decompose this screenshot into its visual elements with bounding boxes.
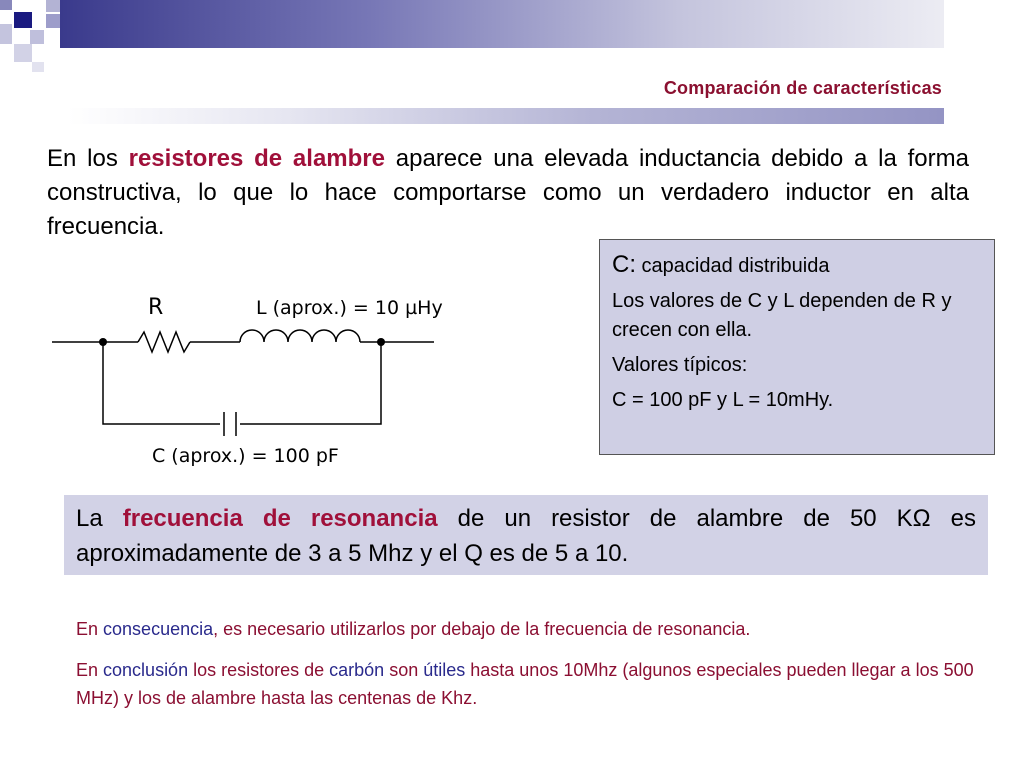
resonance-text: de un resistor de alambre de 50 KΩ es aproximadamente de 3 a 5 Mhz y el Q es de 5 a 10. xyxy=(76,505,976,567)
junction-node xyxy=(377,338,385,346)
info-text: : xyxy=(741,354,748,376)
capacitor-label: C (aprox.) = 100 pF xyxy=(152,445,339,467)
decor-square xyxy=(46,0,60,12)
decor-square xyxy=(0,0,12,10)
info-text: capacidad distribuida xyxy=(636,255,830,277)
info-line xyxy=(612,351,984,380)
intro-text: En los xyxy=(47,145,129,172)
title-underline-bar xyxy=(68,108,944,124)
consequence-text: , es necesario utilizarlos por debajo de la frecuencia de resonancia. xyxy=(213,619,751,639)
conclusion-text: hasta unos 10Mhz (algunos especiales pueden llegar a los 500 MHz) y los de alambre hasta las centenas de Khz. xyxy=(76,660,974,708)
consequence-paragraph xyxy=(76,616,976,642)
resonance-highlight: frecuencia de resonancia xyxy=(122,505,438,532)
resonance-text: La xyxy=(76,505,123,532)
info-c-symbol: C: xyxy=(612,251,636,278)
junction-node xyxy=(99,338,107,346)
decor-square xyxy=(14,44,32,62)
consequence-keyword: consecuencia xyxy=(103,619,214,639)
conclusion-paragraph xyxy=(76,656,976,712)
header-gradient-bar xyxy=(60,0,944,48)
intro-highlight: resistores de alambre xyxy=(128,145,385,172)
info-line xyxy=(612,250,984,281)
info-text: Valores típicos xyxy=(612,354,742,376)
info-line: C = 100 pF y L = 10mHy. xyxy=(612,389,834,411)
intro-text: aparece una elevada inductancia debido a la forma constructiva, lo que lo hace comportarse como un verdadero inductor en alta frecuencia. xyxy=(47,145,969,240)
conclusion-keyword: útiles xyxy=(423,660,466,680)
info-box xyxy=(599,239,995,455)
resistor-symbol xyxy=(138,332,190,352)
conclusion-keyword: carbón xyxy=(329,660,385,680)
circuit-diagram xyxy=(40,278,450,468)
decor-square xyxy=(30,30,44,44)
wire xyxy=(103,342,220,424)
inductor-label: L (aprox.) = 10 µHy xyxy=(256,297,443,319)
conclusion-text: los resistores de xyxy=(188,660,330,680)
resistor-label: R xyxy=(148,295,164,320)
intro-paragraph xyxy=(47,142,969,244)
decor-square xyxy=(46,14,60,28)
decor-square xyxy=(0,24,12,44)
conclusion-text: son xyxy=(384,660,424,680)
decor-square xyxy=(14,12,32,28)
inductor-symbol xyxy=(240,330,360,342)
conclusion-text: En xyxy=(76,660,104,680)
resonance-box xyxy=(64,495,988,575)
conclusion-keyword: conclusión xyxy=(103,660,189,680)
wire xyxy=(240,342,381,424)
info-line: Los valores de C y L dependen de R y crecen con ella. xyxy=(612,290,952,341)
consequence-text: En xyxy=(76,619,104,639)
slide-title: Comparación de características xyxy=(663,78,942,98)
decor-square xyxy=(32,62,44,72)
